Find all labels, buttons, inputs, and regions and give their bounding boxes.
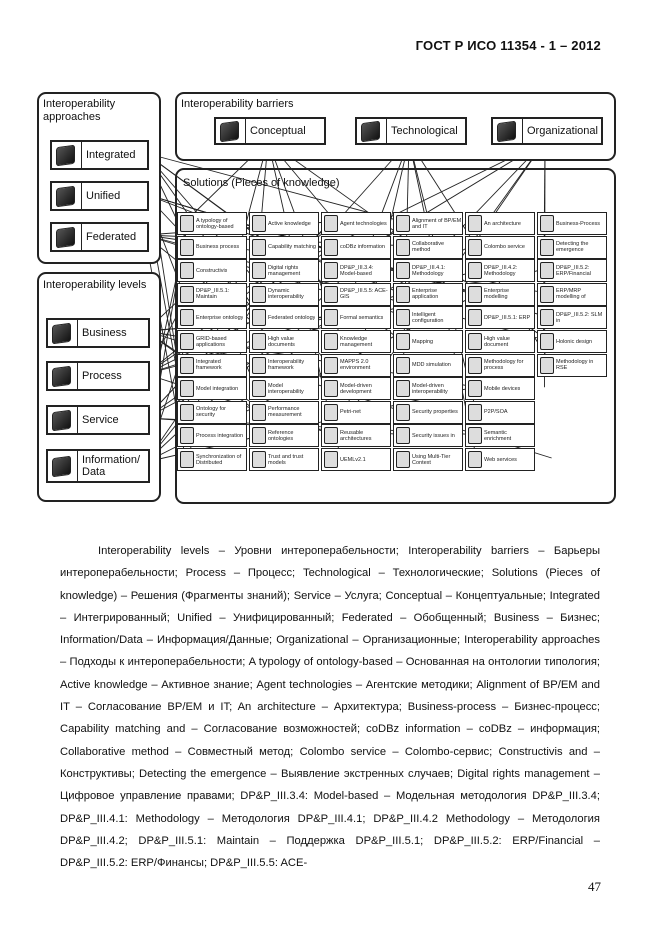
solution-label: Security issues in — [412, 432, 455, 439]
solution-label: Model-driven interoperability — [412, 382, 448, 395]
document-icon — [468, 239, 482, 256]
solution-label: Ontology for security — [196, 406, 226, 419]
solution-label: DP&P_III.5.1: ERP — [484, 314, 531, 321]
document-icon — [396, 262, 410, 279]
document-icon — [252, 262, 266, 279]
solution-label: Business process — [196, 244, 240, 251]
cube-icon — [56, 226, 75, 248]
cube-icon — [52, 365, 71, 387]
solution-item[interactable] — [177, 283, 247, 306]
document-icon — [252, 451, 266, 468]
document-icon — [468, 427, 482, 444]
solution-label: Methodology for process — [484, 359, 524, 372]
solution-item[interactable] — [249, 354, 319, 377]
approach-label: Integrated — [81, 142, 136, 168]
solution-item[interactable] — [321, 212, 391, 235]
solution-label: Intelligent configuration — [412, 311, 444, 324]
solution-label: Enterprise ontology — [196, 314, 244, 321]
document-icon — [180, 380, 194, 397]
document-icon — [252, 380, 266, 397]
solution-label: Capability matching — [268, 244, 316, 251]
document-icon — [252, 309, 266, 326]
solution-item[interactable] — [465, 424, 535, 447]
solution-item[interactable] — [465, 259, 535, 282]
solution-item[interactable] — [321, 330, 391, 353]
solution-label: Formal semantics — [340, 314, 384, 321]
solution-item[interactable] — [393, 354, 463, 377]
document-icon — [252, 215, 266, 232]
solution-item[interactable] — [537, 354, 607, 377]
solution-label: DP&P_III.5.1: Maintain — [196, 288, 230, 301]
solution-item[interactable] — [321, 401, 391, 424]
solution-item[interactable] — [465, 377, 535, 400]
solution-label: Mapping — [412, 338, 434, 345]
solution-item[interactable] — [249, 212, 319, 235]
solution-label: Model integration — [196, 385, 239, 392]
solution-label: Model-driven development — [340, 382, 372, 395]
solution-item[interactable] — [249, 424, 319, 447]
solution-item[interactable] — [321, 259, 391, 282]
solution-label: Active knowledge — [268, 220, 311, 227]
document-icon — [396, 215, 410, 232]
solution-label: Interoperability framework — [268, 359, 305, 372]
document-icon — [396, 357, 410, 374]
level-label: Business — [77, 320, 127, 346]
document-icon — [324, 451, 338, 468]
caption — [60, 540, 600, 874]
solution-label: ERP/MRP modelling of — [556, 288, 586, 301]
solution-label: Enterprise modelling — [484, 288, 510, 301]
solution-item[interactable] — [321, 306, 391, 329]
solution-label: DP&P_III.4.1: Methodology — [412, 264, 446, 277]
cube-icon — [52, 322, 71, 344]
solution-item[interactable] — [321, 377, 391, 400]
solution-label: UEMLv2.1 — [340, 456, 366, 463]
solution-label: DP&P_III.3.4: Model-based — [340, 264, 374, 277]
solution-item[interactable] — [465, 401, 535, 424]
solution-label: Alignment of BP/EM and IT — [412, 217, 462, 230]
document-icon — [252, 404, 266, 421]
cube-icon — [361, 120, 380, 142]
solution-item[interactable] — [249, 401, 319, 424]
solution-item[interactable] — [537, 212, 607, 235]
solution-label: Collaborative method — [412, 241, 445, 254]
document-icon — [324, 286, 338, 303]
solution-item[interactable] — [321, 283, 391, 306]
solution-item[interactable] — [393, 377, 463, 400]
cube-icon — [56, 185, 75, 207]
cube-icon — [52, 455, 71, 477]
solution-label: DP&P_III.4.2: Methodology — [484, 264, 518, 277]
document-icon — [252, 239, 266, 256]
levels-title: Interoperability levels — [43, 279, 147, 291]
document-icon — [180, 333, 194, 350]
document-icon — [540, 333, 554, 350]
solution-item[interactable] — [393, 424, 463, 447]
solution-label: MDD simulation — [412, 362, 451, 369]
document-icon — [324, 333, 338, 350]
document-icon — [468, 357, 482, 374]
solution-item[interactable] — [393, 401, 463, 424]
approach-unified[interactable] — [50, 181, 149, 211]
solution-item[interactable] — [177, 448, 247, 471]
document-icon — [180, 215, 194, 232]
level-business[interactable] — [46, 318, 150, 348]
solution-item[interactable] — [393, 283, 463, 306]
solution-label: Trust and trust models — [268, 453, 304, 466]
document-icon — [396, 404, 410, 421]
document-icon — [468, 380, 482, 397]
approach-label: Unified — [81, 183, 120, 209]
solution-label: Business-Process — [556, 220, 601, 227]
solution-item[interactable] — [393, 448, 463, 471]
solution-item[interactable] — [249, 330, 319, 353]
solution-label: coDBz information — [340, 244, 385, 251]
barrier-label: Technological — [386, 119, 458, 143]
solution-item[interactable] — [177, 401, 247, 424]
solution-item[interactable] — [537, 306, 607, 329]
document-icon — [468, 451, 482, 468]
cube-icon — [220, 120, 239, 142]
document-icon — [180, 309, 194, 326]
solution-item[interactable] — [465, 283, 535, 306]
solution-item[interactable] — [465, 354, 535, 377]
solutions-title: Solutions (Pieces of knowledge) — [183, 177, 340, 189]
document-icon — [324, 309, 338, 326]
solution-label: Security properties — [412, 409, 458, 416]
solution-item[interactable] — [249, 306, 319, 329]
barrier-label: Organizational — [522, 119, 598, 143]
solution-item[interactable] — [177, 377, 247, 400]
solution-label: Agent technologies — [340, 220, 387, 227]
barriers-title: Interoperability barriers — [181, 98, 294, 110]
document-icon — [180, 357, 194, 374]
solution-item[interactable] — [393, 212, 463, 235]
page-number: 47 — [588, 879, 601, 894]
solution-item[interactable] — [321, 424, 391, 447]
solution-item[interactable] — [177, 330, 247, 353]
document-icon — [180, 239, 194, 256]
document-icon — [540, 309, 554, 326]
document-icon — [324, 427, 338, 444]
document-icon — [396, 309, 410, 326]
level-label: Process — [77, 363, 122, 389]
cube-icon — [56, 144, 75, 166]
solution-item[interactable] — [537, 283, 607, 306]
solution-label: Process integration — [196, 432, 244, 439]
solution-item[interactable] — [321, 354, 391, 377]
solution-label: High value documents — [268, 335, 295, 348]
solution-label: Holonic design — [556, 338, 593, 345]
solution-label: Reusable architectures — [340, 429, 372, 442]
approaches-title: Interoperability approaches — [43, 98, 116, 123]
document-icon — [396, 333, 410, 350]
level-information-data[interactable] — [46, 449, 150, 483]
document-icon — [540, 262, 554, 279]
solution-label: High value document — [484, 335, 510, 348]
solution-label: Digital rights management — [268, 264, 301, 277]
solution-item[interactable] — [321, 448, 391, 471]
document-icon — [324, 262, 338, 279]
barrier-label: Conceptual — [245, 119, 306, 143]
solution-label: Performance measurement — [268, 406, 302, 419]
solution-label: Using Multi-Tier Context — [412, 453, 451, 466]
document-icon — [252, 427, 266, 444]
approach-label: Federated — [81, 224, 136, 250]
caption-text: Interoperability levels – Уровни интероперабельности; Interoperability barriers – Барьеры интероперабельности; Process – Процесс; Technological – Технологические; Solutions (Pieces of knowledge) – Решения (Фрагменты знаний); Service – Услуга; Conceptual – Концептуальные; Integrated – Интегрированный; Unified – Унифицированный; Federated – Обобщенный; Business – Бизнес; Information/Data – Информация/Данные; Organizational – Организационные; Interoperability approaches – Подходы к интероперабельности; A typology of ontology-based – Основанная на онтологии типология; Active knowledge – Активное знание; Agent technologies – Агентские методики; Alignment of BP/EM and IT – Согласование BP/EM и IT; An architecture – Архитектура; Business-process – Бизнес-процесс; Capability matching and – Согласование возможностей; coDBz information – coDBz – информация; Collaborative method – Совместный метод; Colombo service – Colombo-сервис; Constructivis and – Конструктивы; Detecting the emergence – Выявление экстренных случаев; Digital rights management – Цифровое управление правами; DP&P_III.3.4: Model-based – Модельная методология DP&P_III.3.4; DP&P_III.4.1: Methodology – Методология DP&P_III.4.1; DP&P_III.4.2 Methodology – Методология DP&P_III.4.2; DP&P_III.5.1: Maintain – Поддержка DP&P_III.5.1; DP&P_III.5.2: ERP/Financial – DP&P_III.5.2: ERP/Финансы; DP&P_III.5.5: ACE- — [60, 545, 600, 870]
solution-item[interactable] — [393, 259, 463, 282]
solution-item[interactable] — [465, 306, 535, 329]
solution-item[interactable] — [177, 259, 247, 282]
solution-item[interactable] — [393, 330, 463, 353]
solution-item[interactable] — [177, 212, 247, 235]
solution-label: A typology of ontology-based — [196, 217, 234, 230]
solution-item[interactable] — [249, 448, 319, 471]
barrier-conceptual[interactable] — [214, 117, 326, 145]
document-icon — [396, 427, 410, 444]
document-icon — [252, 286, 266, 303]
solution-label: Dynamic interoperability — [268, 288, 304, 301]
document-icon — [468, 404, 482, 421]
solution-item[interactable] — [465, 448, 535, 471]
solution-label: DP&P_III.5.2: ERP/Financial — [556, 264, 591, 277]
document-icon — [468, 215, 482, 232]
solution-item[interactable] — [465, 330, 535, 353]
document-icon — [180, 404, 194, 421]
document-icon — [324, 404, 338, 421]
document-icon — [180, 427, 194, 444]
solution-item[interactable] — [177, 306, 247, 329]
solution-item[interactable] — [465, 236, 535, 259]
level-label: Information/ Data — [77, 451, 140, 481]
solution-label: Enterprise application — [412, 288, 439, 301]
document-icon — [468, 286, 482, 303]
document-icon — [324, 215, 338, 232]
level-process[interactable] — [46, 361, 150, 391]
document-icon — [324, 380, 338, 397]
document-icon — [252, 357, 266, 374]
document-icon — [468, 333, 482, 350]
solution-label: Synchronization of Distributed — [196, 453, 242, 466]
solution-item[interactable] — [393, 306, 463, 329]
document-icon — [396, 380, 410, 397]
document-icon — [180, 451, 194, 468]
document-icon — [468, 309, 482, 326]
solution-item[interactable] — [249, 283, 319, 306]
level-service[interactable] — [46, 405, 150, 435]
solution-label: Detecting the emergence — [556, 241, 589, 254]
solution-item[interactable] — [465, 212, 535, 235]
solution-label: Methodology in RSE — [556, 359, 594, 372]
solution-label: GRID-based applications — [196, 335, 227, 348]
solution-label: Knowledge management — [340, 335, 373, 348]
solution-item[interactable] — [249, 259, 319, 282]
barrier-technological[interactable] — [355, 117, 467, 145]
solution-item[interactable] — [537, 236, 607, 259]
barrier-organizational[interactable] — [491, 117, 603, 145]
solution-label: Web services — [484, 456, 517, 463]
solution-item[interactable] — [177, 424, 247, 447]
cube-icon — [52, 409, 71, 431]
approach-integrated[interactable] — [50, 140, 149, 170]
solution-label: An architecture — [484, 220, 521, 227]
document-icon — [180, 262, 194, 279]
document-icon — [396, 239, 410, 256]
document-icon — [396, 451, 410, 468]
solution-label: Petri-net — [340, 409, 361, 416]
document-icon — [540, 215, 554, 232]
solution-item[interactable] — [177, 236, 247, 259]
solution-item[interactable] — [393, 236, 463, 259]
solution-label: DP&P_III.5.5: ACE-GIS — [340, 288, 388, 301]
level-label: Service — [77, 407, 119, 433]
document-icon — [180, 286, 194, 303]
solution-label: Semantic enrichment — [484, 429, 512, 442]
solution-item[interactable] — [537, 330, 607, 353]
solution-label: DP&P_III.5.2: SLM in — [556, 311, 603, 324]
solution-item[interactable] — [249, 236, 319, 259]
document-icon — [324, 239, 338, 256]
approach-federated[interactable] — [50, 222, 149, 252]
solution-item[interactable] — [537, 259, 607, 282]
solution-label: Reference ontologies — [268, 429, 294, 442]
solution-label: Colombo service — [484, 244, 525, 251]
document-icon — [252, 333, 266, 350]
solution-label: Constructivis — [196, 267, 228, 274]
document-icon — [540, 357, 554, 374]
document-icon — [324, 357, 338, 374]
solution-label: MAPPS 2.0 environment — [340, 359, 371, 372]
solution-item[interactable] — [321, 236, 391, 259]
solution-label: Integrated framework — [196, 359, 222, 372]
solution-label: Model interoperability — [268, 382, 304, 395]
document-header: ГОСТ Р ИСО 11354 - 1 – 2012 — [415, 38, 601, 53]
cube-icon — [497, 120, 516, 142]
document-icon — [396, 286, 410, 303]
solution-label: P2P/SOA — [484, 409, 508, 416]
solution-label: Federated ontology — [268, 314, 316, 321]
solution-item[interactable] — [177, 354, 247, 377]
solution-label: Mobile devices — [484, 385, 521, 392]
document-icon — [540, 239, 554, 256]
solution-item[interactable] — [249, 377, 319, 400]
document-icon — [468, 262, 482, 279]
document-icon — [540, 286, 554, 303]
